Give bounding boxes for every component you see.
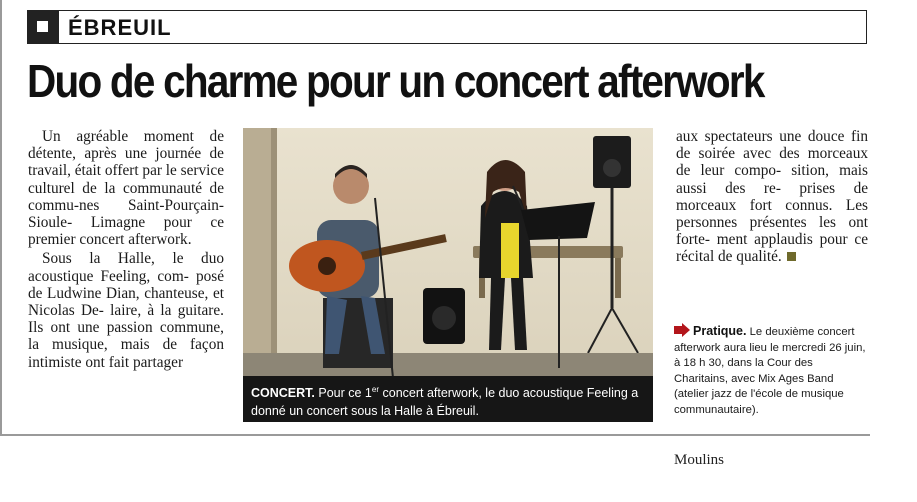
section-square-icon — [27, 10, 59, 44]
concert-photo — [243, 128, 653, 422]
text-line: sition, mais aussi des re- — [676, 162, 868, 197]
text-line: ment applaudis pour ce — [716, 231, 868, 249]
edition-city: Moulins — [674, 452, 725, 468]
text-line: chanteuse, et Nicolas De- — [28, 284, 224, 320]
caption-superscript: er — [371, 385, 380, 394]
caption-label: CONCERT. — [251, 386, 315, 401]
text-line: Saint-Pourçain-Sioule- — [28, 196, 224, 232]
text-line: laire, à la guitare. Ils ont — [28, 302, 225, 337]
practical-text: Le deuxième concert afterwork aura lieu le mercredi 26 juin, à 18 h 30, dans la Cour des Charitains, avec Mix Ages Band (atelier jazz de l'école de musique communautaire). — [674, 326, 866, 416]
text-line: Sous la Halle, le duo — [42, 250, 224, 268]
text-line: connus. Les personnes — [676, 196, 868, 232]
practical-label: Pratique. — [693, 324, 747, 338]
text-line: musique, mais de façon — [52, 336, 224, 354]
article-column-1 — [28, 128, 224, 371]
text-line: acoustique Feeling, com- — [28, 267, 189, 285]
text-line: morceaux de leur compo- — [676, 145, 868, 180]
section-label: ÉBREUIL — [68, 15, 172, 40]
text-line: communauté de commu-nes — [28, 179, 224, 214]
text-line: récital de qualité. — [676, 248, 782, 266]
text-line: présentes les ont forte- — [676, 214, 868, 249]
practical-info-box — [674, 323, 866, 418]
text-line: prises de morceaux fort — [676, 179, 869, 214]
article-column-3 — [676, 128, 868, 266]
text-line: aux spectateurs une douce — [676, 128, 845, 145]
red-arrow-icon — [674, 323, 690, 337]
text-line: détente, après une journée — [28, 145, 202, 163]
text-line: intimiste ont fait partager — [28, 353, 184, 371]
text-line: le service culturel de la — [28, 162, 224, 197]
text-line: posé de Ludwine Dian, — [28, 267, 225, 302]
text-line: fin de soirée avec des — [676, 128, 869, 163]
paragraph-1 — [28, 128, 224, 248]
text-line: de travail, était offert par — [28, 145, 224, 180]
section-banner — [27, 10, 867, 44]
article-end-mark-icon — [787, 252, 796, 261]
text-line: une passion commune, la — [28, 319, 225, 354]
caption-text-end: concert afterwork, le duo acoustique Feeling a donné un concert sous la Halle à Ébreuil. — [251, 386, 639, 419]
text-line: concert afterwork. — [79, 231, 192, 249]
bottom-border-rule — [0, 434, 870, 436]
article-headline: Duo de charme pour un concert afterwork — [27, 55, 764, 107]
text-line: Un agréable moment de — [42, 128, 224, 145]
paragraph-2 — [28, 250, 224, 370]
text-line: Limagne pour ce premier — [28, 214, 224, 249]
paragraph-3 — [676, 128, 868, 266]
photo-caption — [243, 376, 653, 422]
caption-text-start: Pour ce 1 — [314, 386, 372, 401]
left-border-rule — [0, 0, 2, 434]
